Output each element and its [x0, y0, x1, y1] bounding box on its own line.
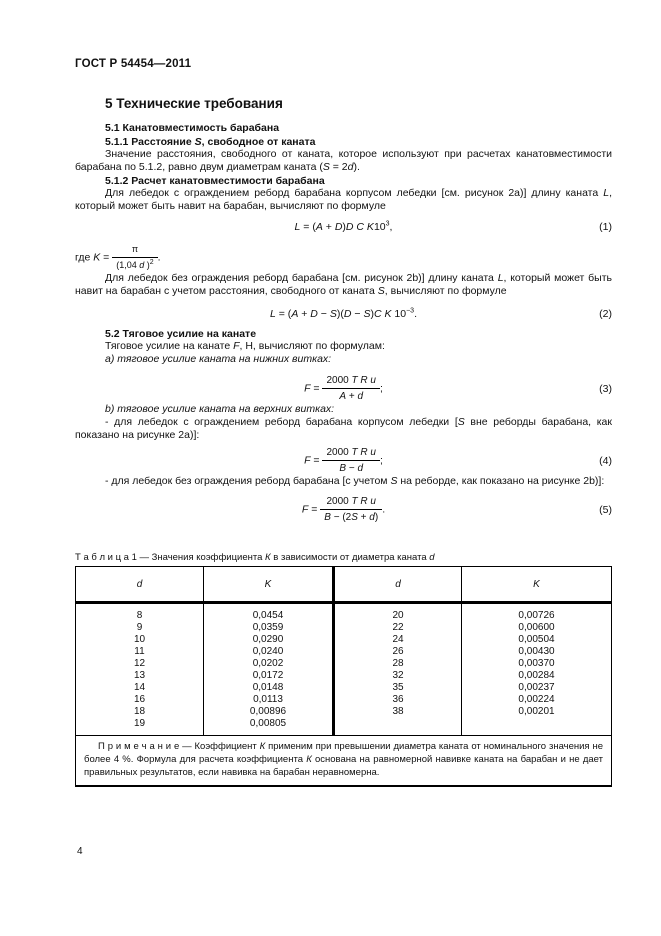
fraction [322, 446, 379, 475]
formula-tail: . [157, 251, 161, 264]
fraction-denominator: A + d [339, 391, 364, 402]
list-item-a: а) тяговое усилие каната на нижних витках: [105, 353, 332, 365]
formula-tail: ; [379, 382, 383, 395]
fraction-denominator: (1,04 d )$^2$ [116, 259, 154, 270]
table-cell: 19 [76, 718, 204, 736]
formula-prefix: где K = [75, 251, 113, 264]
formula-lhs: F = [304, 454, 323, 467]
table-row [76, 718, 612, 736]
table-cell: 0,00504 [462, 634, 612, 646]
fraction [112, 243, 157, 272]
table-cell [334, 718, 462, 736]
paragraph: Тяговое усилие на канате F, Н, вычисляют по формулам: [105, 340, 385, 352]
table-row [76, 658, 612, 670]
table-header-cell: K [462, 567, 612, 603]
table-cell: 0,0454 [204, 603, 334, 623]
table-cell: 38 [334, 706, 462, 718]
table-row [76, 622, 612, 634]
paragraph: - для лебедок с ограждением реборд барабана корпусом лебедки [S вне реборды барабана, как показано на рисунке 2а)]: [75, 416, 612, 441]
table-row [76, 603, 612, 623]
formula-number: (4) [599, 454, 612, 467]
table-header [76, 567, 612, 603]
table-row [76, 670, 612, 682]
table-cell: 0,00430 [462, 646, 612, 658]
table-cell: 24 [334, 634, 462, 646]
table-cell: 0,00370 [462, 658, 612, 670]
formula-expression: L = (A + D)D C $K10^3$, [294, 220, 393, 233]
fraction-numerator: π [112, 243, 157, 258]
document-content [75, 0, 612, 787]
table-cell: 0,00224 [462, 694, 612, 706]
table-header-cell: d [76, 567, 204, 603]
fraction [322, 374, 379, 403]
table-header-cell: d [334, 567, 462, 603]
page-number: 4 [77, 846, 83, 857]
table-cell: 36 [334, 694, 462, 706]
table-cell: 18 [76, 706, 204, 718]
table-cell: 22 [334, 622, 462, 634]
doc-standard-code: ГОСТ Р 54454—2011 [75, 58, 192, 70]
coefficient-table [75, 566, 612, 787]
paragraph: Для лебедок без ограждения реборд барабана [см. рисунок 2b)] длину каната L, который может быть навит на барабан с учетом расстояния, свободного от каната S, вычисляют по формуле [75, 272, 612, 297]
table-cell: 0,0359 [204, 622, 334, 634]
table-cell: 0,0240 [204, 646, 334, 658]
formula-expression: L = (A + D − S)(D − S)C K $10^{-3}$. [270, 307, 417, 320]
formula-number: (2) [599, 308, 612, 320]
table-cell: 12 [76, 658, 204, 670]
table-caption: Т а б л и ц а 1 — Значения коэффициента К в зависимости от диаметра каната d [75, 552, 435, 563]
table-cell: 0,00726 [462, 603, 612, 623]
table-cell: 35 [334, 682, 462, 694]
paragraph: Значение расстояния, свободного от каната, которое используют при расчетах канатовместимости барабана по 5.1.2, равно двум диаметрам каната (S = 2d). [75, 148, 612, 173]
fraction [320, 495, 382, 524]
subsection-heading-5-1: 5.1 Канатовместимость барабана [105, 122, 280, 134]
paragraph: Для лебедок с ограждением реборд барабана корпусом лебедки [см. рисунок 2а)] длину каната L, который может быть навит на барабан, вычисляют по формуле [75, 187, 612, 212]
table-cell: 0,00805 [204, 718, 334, 736]
table-cell: 11 [76, 646, 204, 658]
paragraph: - для лебедок без ограждения реборд барабана [с учетом S на реборде, как показано на рисунке 2b)]: [105, 475, 605, 487]
table-note: П р и м е ч а н и е — Коэффициент К применим при превышении диаметра каната от номинального значения не более 4 %. Формула для расчета коэффициента К основана на равномерной навивке каната на барабан и не дает правильных результатов, если навивка на барабан неравномерна. [76, 736, 612, 787]
fraction-numerator: 2000 T R u [322, 446, 379, 461]
table-cell: 9 [76, 622, 204, 634]
table-cell: 26 [334, 646, 462, 658]
table-cell: 16 [76, 694, 204, 706]
table-cell: 0,00237 [462, 682, 612, 694]
table-row [76, 646, 612, 658]
formula-number: (5) [599, 503, 612, 516]
table-header-cell: K [204, 567, 334, 603]
subsection-heading-5-1-2: 5.1.2 Расчет канатовместимости барабана [105, 175, 325, 187]
formula-4 [75, 446, 612, 475]
formula-number: (1) [599, 221, 612, 233]
table-cell: 20 [334, 603, 462, 623]
formula-1 [75, 220, 612, 234]
fraction-numerator: 2000 T R u [320, 495, 382, 510]
table-cell: 0,0148 [204, 682, 334, 694]
table-cell: 28 [334, 658, 462, 670]
formula-tail: . [382, 503, 386, 516]
formula-2 [75, 307, 612, 321]
formula-tail: ; [379, 454, 383, 467]
table-cell: 0,0202 [204, 658, 334, 670]
table-cell: 0,00284 [462, 670, 612, 682]
fraction-numerator: 2000 T R u [322, 374, 379, 389]
coefficient-definition [75, 243, 612, 272]
formula-number: (3) [599, 382, 612, 395]
table-cell: 0,00896 [204, 706, 334, 718]
table-cell: 0,00600 [462, 622, 612, 634]
formula-5 [75, 495, 612, 524]
table-row [76, 682, 612, 694]
table-cell: 0,00201 [462, 706, 612, 718]
table-body [76, 603, 612, 736]
formula-lhs: F = [301, 503, 321, 516]
table-cell: 0,0290 [204, 634, 334, 646]
formula-lhs: F = [304, 382, 323, 395]
table-cell: 32 [334, 670, 462, 682]
table-cell: 14 [76, 682, 204, 694]
fraction-denominator: B − (2S + d) [324, 512, 379, 523]
table-cell: 8 [76, 603, 204, 623]
table-cell: 10 [76, 634, 204, 646]
section-heading: 5 Технические требования [105, 96, 283, 111]
table-row [76, 694, 612, 706]
table-row [76, 634, 612, 646]
fraction-denominator: B − d [339, 463, 364, 474]
list-item-b: b) тяговое усилие каната на верхних витках: [105, 403, 335, 415]
subsection-heading-5-1-1: 5.1.1 Расстояние S, свободное от каната [105, 136, 316, 148]
table-row [76, 706, 612, 718]
table-cell [462, 718, 612, 736]
table-cell: 0,0113 [204, 694, 334, 706]
formula-3 [75, 374, 612, 403]
table-cell: 13 [76, 670, 204, 682]
table-cell: 0,0172 [204, 670, 334, 682]
subsection-heading-5-2: 5.2 Тяговое усилие на канате [105, 328, 257, 340]
